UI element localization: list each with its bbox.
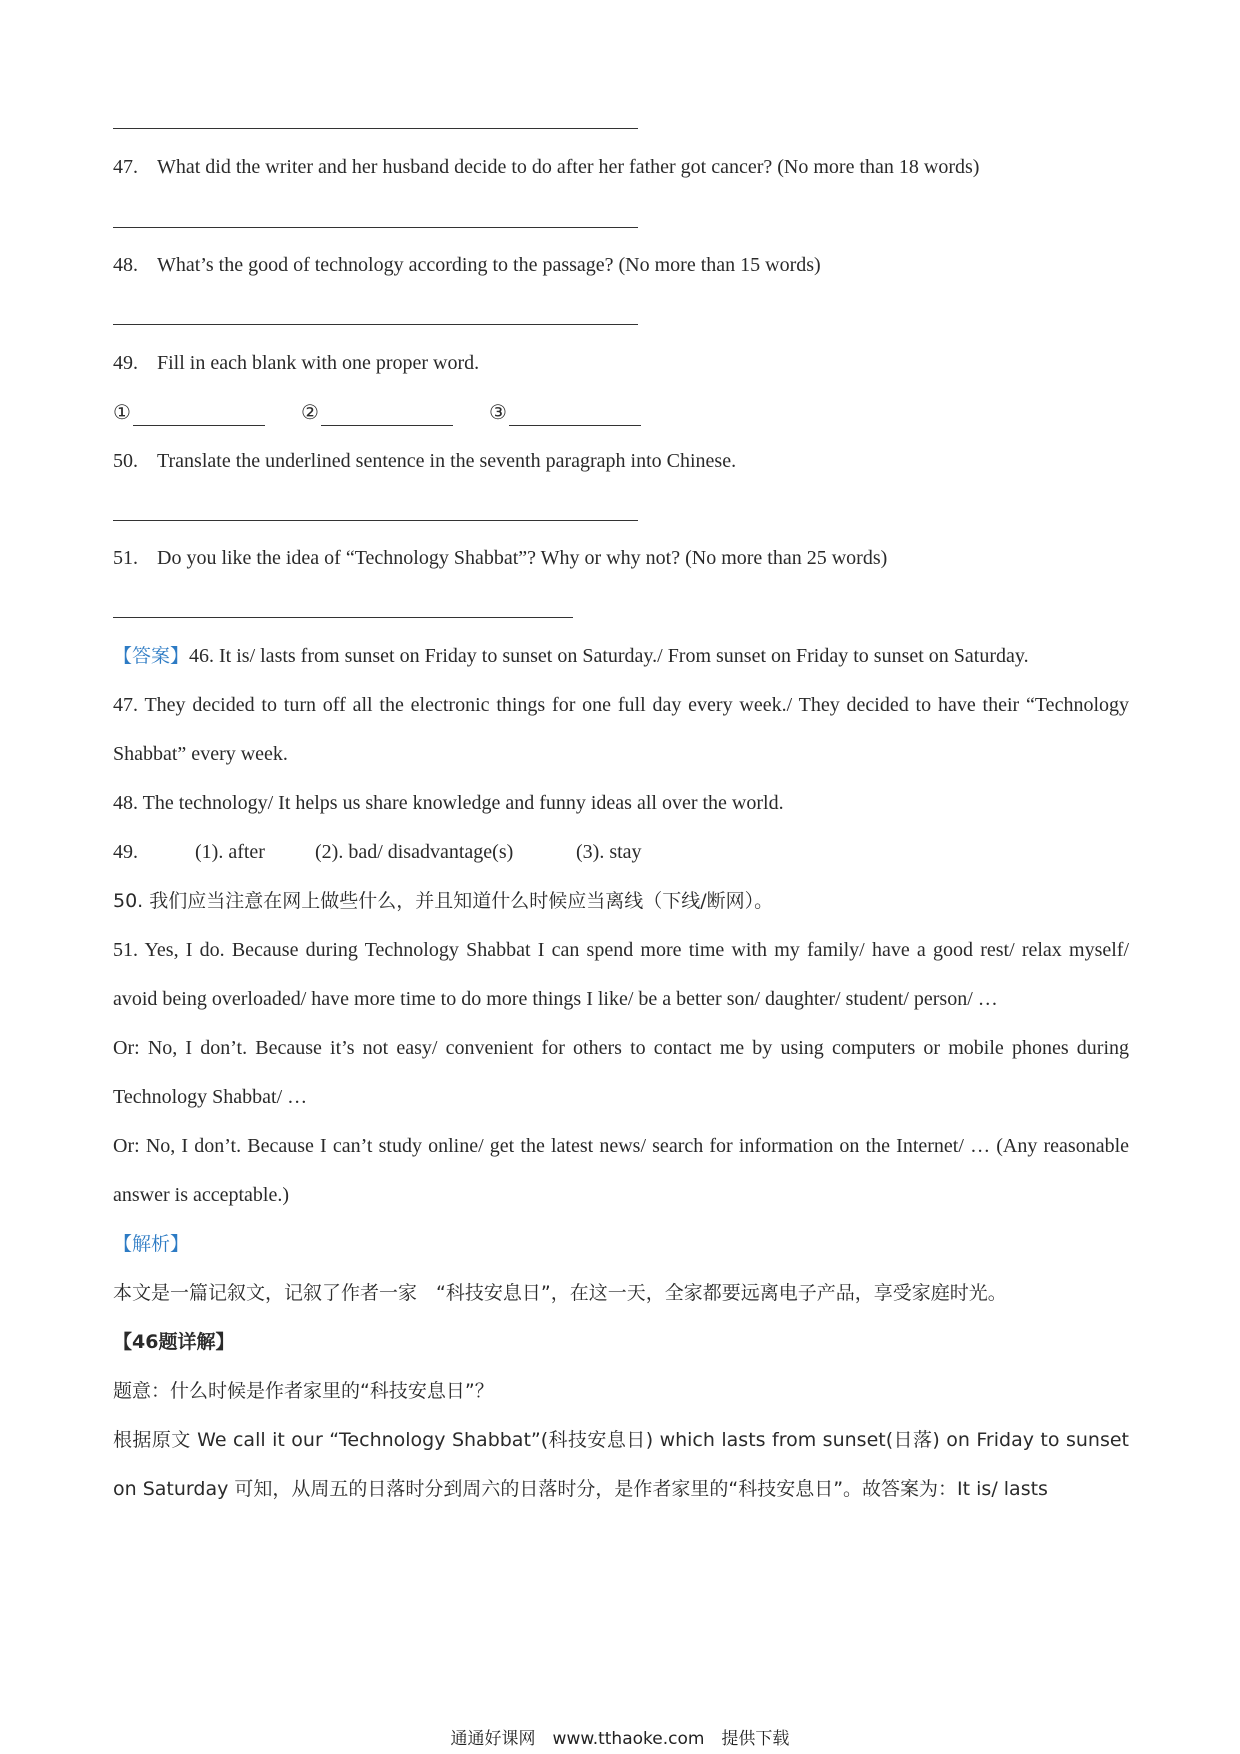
blank-2 <box>301 398 319 428</box>
answer-49 <box>113 828 1129 877</box>
blank-1 <box>113 398 131 428</box>
question-number: 48. <box>113 254 138 276</box>
question-number: 49. <box>113 352 138 374</box>
blank-marker: ③ <box>489 402 507 424</box>
answer-49-blank-3: (3). stay <box>576 841 642 863</box>
answer-50: 50. 我们应当注意在网上做些什么，并且知道什么时候应当离线（下线/断网）。 <box>113 890 774 912</box>
question-48 <box>113 252 821 278</box>
answer-line-50 <box>113 520 638 521</box>
answer-51-yes: 51. Yes, I do. Because during Technology Shabbat I can spend more time with my family/ have a good rest/ relax myself/ avoid being overloaded/ have more time to do more things I like/ be a better son/ daughter/ student/ person/ … <box>113 939 1129 1010</box>
question-text: Translate the underlined sentence in the seventh paragraph into Chinese. <box>157 450 737 472</box>
question-51 <box>113 545 887 571</box>
blank-marker: ② <box>301 402 319 424</box>
analysis-46-meaning: 题意：什么时候是作者家里的“科技安息日”？ <box>113 1380 494 1402</box>
answer-line-47 <box>113 227 638 228</box>
analysis-46-basis: 根据原文 We call it our “Technology Shabbat”(科技安息日) which lasts from sunset(日落) on Friday to sunset on Saturday 可知，从周五的日落时分到周六的日落时分，是作者家里的“科技安息日”。故答案为：It is/ lasts <box>113 1429 1129 1500</box>
answer-section <box>113 632 1129 1514</box>
answer-49-num: 49. <box>113 841 138 863</box>
blank-marker: ① <box>113 402 131 424</box>
analysis-46-heading: 【46题详解】 <box>113 1331 235 1353</box>
answer-line-48 <box>113 324 638 325</box>
question-text: Do you like the idea of “Technology Shabbat”? Why or why not? (No more than 25 words) <box>157 547 888 569</box>
answer-line-46 <box>113 128 638 129</box>
answer-51-no-1: Or: No, I don’t. Because it’s not easy/ convenient for others to contact me by using computers or mobile phones during Technology Shabbat/ … <box>113 1037 1129 1108</box>
answer-51-no-2: Or: No, I don’t. Because I can’t study online/ get the latest news/ search for information on the Internet/ … (Any reasonable answer is acceptable.) <box>113 1135 1129 1206</box>
question-number: 50. <box>113 450 138 472</box>
question-text: Fill in each blank with one proper word. <box>157 352 480 374</box>
question-50 <box>113 448 736 474</box>
answer-46: 【答案】46. It is/ lasts from sunset on Friday to sunset on Saturday./ From sunset on Friday to sunset on Saturday. <box>113 645 1029 667</box>
answer-line-51 <box>113 617 573 618</box>
question-number: 51. <box>113 547 138 569</box>
answer-49-blank-2: (2). bad/ disadvantage(s) <box>315 841 514 863</box>
blank-3 <box>489 398 507 428</box>
question-47 <box>113 154 979 180</box>
answer-tag: 【答案】 <box>113 645 190 667</box>
analysis-summary: 本文是一篇记叙文，记叙了作者一家 “科技安息日”，在这一天，全家都要远离电子产品，享受家庭时光。 <box>113 1282 1007 1304</box>
question-text: What’s the good of technology according to the passage? (No more than 15 words) <box>157 254 821 276</box>
question-number: 47. <box>113 156 138 178</box>
answer-48: 48. The technology/ It helps us share knowledge and funny ideas all over the world. <box>113 792 784 814</box>
answer-49-blank-1: (1). after <box>195 841 265 863</box>
page-footer: 通通好课网 www.tthaoke.com 提供下载 <box>450 1729 790 1749</box>
question-text: What did the writer and her husband decide to do after her father got cancer? (No more than 18 words) <box>157 156 980 178</box>
analysis-tag: 【解析】 <box>113 1233 190 1255</box>
answer-47: 47. They decided to turn off all the electronic things for one full day every week./ They decided to have their “Technology Shabbat” every week. <box>113 694 1129 765</box>
question-49 <box>113 350 479 376</box>
